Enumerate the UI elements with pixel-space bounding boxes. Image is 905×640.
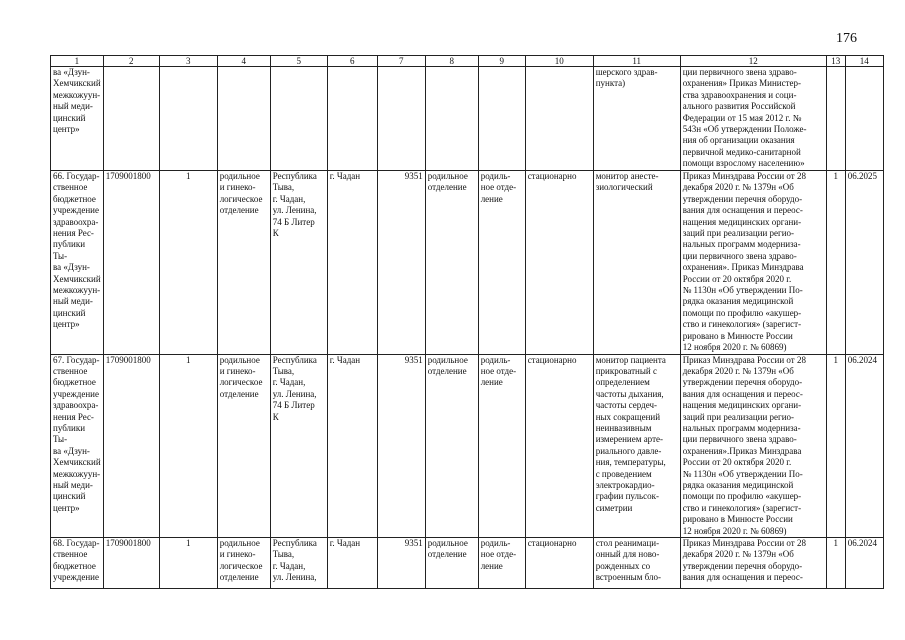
cell-col7: 9351 — [377, 354, 425, 538]
header-cell: 4 — [217, 56, 270, 67]
cell-legal-basis: Приказ Минздрава России от 28 декабря 2020 г. № 1379н «Об утверждении перечня оборудо- вания для оснащения и переос- нащения медицинских органи- заций при реализации регио- нальных программ модерниза- ции первичного звена здраво- охранения». Приказ Минздрава России от 20 октября 2020 г. № 1130н «Об утверждении По- рядка оказания медицинской помощи по профилю «акушер- ство и гинекология» (зарегист- рировано в Минюсте России 12 ноября 2020 г. № 60869) — [680, 171, 826, 355]
cell-code: 1709001800 — [103, 354, 159, 538]
header-cell: 13 — [826, 56, 845, 67]
cell-unit: родильное отделение — [425, 171, 478, 355]
cell-department: родильное и гинеко- логическое отделение — [217, 171, 270, 355]
cell-profile: родиль- ное отде- ление — [478, 171, 525, 355]
cell-city: г. Чадан — [327, 538, 377, 589]
cell-profile: родиль- ное отде- ление — [478, 538, 525, 589]
header-cell: 3 — [159, 56, 217, 67]
equipment-table — [50, 55, 884, 589]
cell-legal-basis: Приказ Минздрава России от 28 декабря 2020 г. № 1379н «Об утверждении перечня оборудо- вания для оснащения и переос- — [680, 538, 826, 589]
header-cell: 12 — [680, 56, 826, 67]
cell-address: Республика Тыва, г. Чадан, ул. Ленина, — [270, 538, 327, 589]
page-number: 176 — [836, 31, 857, 46]
cell-conditions: стационарно — [525, 171, 593, 355]
table-row-continuation — [51, 67, 884, 171]
cell-code: 1709001800 — [103, 538, 159, 589]
cell-department: родильное и гинеко- логическое отделение — [217, 354, 270, 538]
cell-col3: 1 — [159, 538, 217, 589]
cell-organization: 68. Государ- ственное бюджетное учреждение — [51, 538, 104, 589]
cell-legal-basis: ции первичного звена здраво- охранения» Приказ Министер- ства здравоохранения и соци- ального развития Российской Федерации от 15 мая 2012 г. № 543н «Об утверждении Положе- ния об организации оказания первичной медико-санитарной помощи взрослому населению» — [680, 67, 826, 171]
cell-department: родильное и гинеко- логическое отделение — [217, 538, 270, 589]
header-cell: 8 — [425, 56, 478, 67]
cell-date: 06.2024 — [845, 538, 883, 589]
cell-conditions: стационарно — [525, 354, 593, 538]
cell-organization: ва «Дзун- Хемчикский межкожуун- ный меди- цинский центр» — [51, 67, 104, 171]
cell-city: г. Чадан — [327, 171, 377, 355]
cell-col7: 9351 — [377, 171, 425, 355]
cell-city: г. Чадан — [327, 354, 377, 538]
cell-date: 06.2025 — [845, 171, 883, 355]
cell-address: Республика Тыва, г. Чадан, ул. Ленина, 74 Б Литер К — [270, 354, 327, 538]
cell-quantity: 1 — [826, 354, 845, 538]
header-cell: 6 — [327, 56, 377, 67]
cell-code: 1709001800 — [103, 171, 159, 355]
cell-organization: 67. Государ- ственное бюджетное учреждение здравоохра- нения Рес- публики Ты- ва «Дзун- Хемчикский межкожуун- ный меди- цинский центр» — [51, 354, 104, 538]
cell-col3: 1 — [159, 171, 217, 355]
cell-col3: 1 — [159, 354, 217, 538]
cell-legal-basis: Приказ Минздрава России от 28 декабря 2020 г. № 1379н «Об утверждении перечня оборудо- вания для оснащения и переос- нащения медицинских органи- заций при реализации регио- нальных программ модерниза- ции первичного звена здраво- охранения».Приказ Минздрава России от 20 октября 2020 г. № 1130н «Об утверждении По- рядка оказания медицинской помощи по профилю «акушер- ство и гинекология» (зарегист- рировано в Минюсте России 12 ноября 2020 г. № 60869) — [680, 354, 826, 538]
cell-col7: 9351 — [377, 538, 425, 589]
cell-quantity: 1 — [826, 538, 845, 589]
table-row — [51, 171, 884, 355]
cell-date: 06.2024 — [845, 354, 883, 538]
cell-unit: родильное отделение — [425, 538, 478, 589]
cell-conditions: стационарно — [525, 538, 593, 589]
table-row — [51, 354, 884, 538]
cell-address: Республика Тыва, г. Чадан, ул. Ленина, 74 Б Литер К — [270, 171, 327, 355]
header-cell: 10 — [525, 56, 593, 67]
header-cell: 5 — [270, 56, 327, 67]
cell-equipment: шерского здрав- пункта) — [593, 67, 680, 171]
header-cell: 11 — [593, 56, 680, 67]
header-cell: 14 — [845, 56, 883, 67]
cell-profile: родиль- ное отде- ление — [478, 354, 525, 538]
cell-equipment: монитор пациента прикроватный с определением частоты дыхания, частоты сердеч- ных сокращений неинвазивным измерением арте- риального давле- ния, температуры, с проведением электрокардио- графии пульсок- симетрии — [593, 354, 680, 538]
table-row — [51, 538, 884, 589]
cell-equipment: стол реанимаци- онный для ново- рожденных со встроенным бло- — [593, 538, 680, 589]
cell-organization: 66. Государ- ственное бюджетное учреждение здравоохра- нения Рес- публики Ты- ва «Дзун- Хемчикский межкожуун- ный меди- цинский центр» — [51, 171, 104, 355]
header-cell: 2 — [103, 56, 159, 67]
header-row — [51, 56, 884, 67]
header-cell: 9 — [478, 56, 525, 67]
header-cell: 7 — [377, 56, 425, 67]
header-cell: 1 — [51, 56, 104, 67]
cell-equipment: монитор анесте- зиологический — [593, 171, 680, 355]
cell-quantity: 1 — [826, 171, 845, 355]
cell-unit: родильное отделение — [425, 354, 478, 538]
